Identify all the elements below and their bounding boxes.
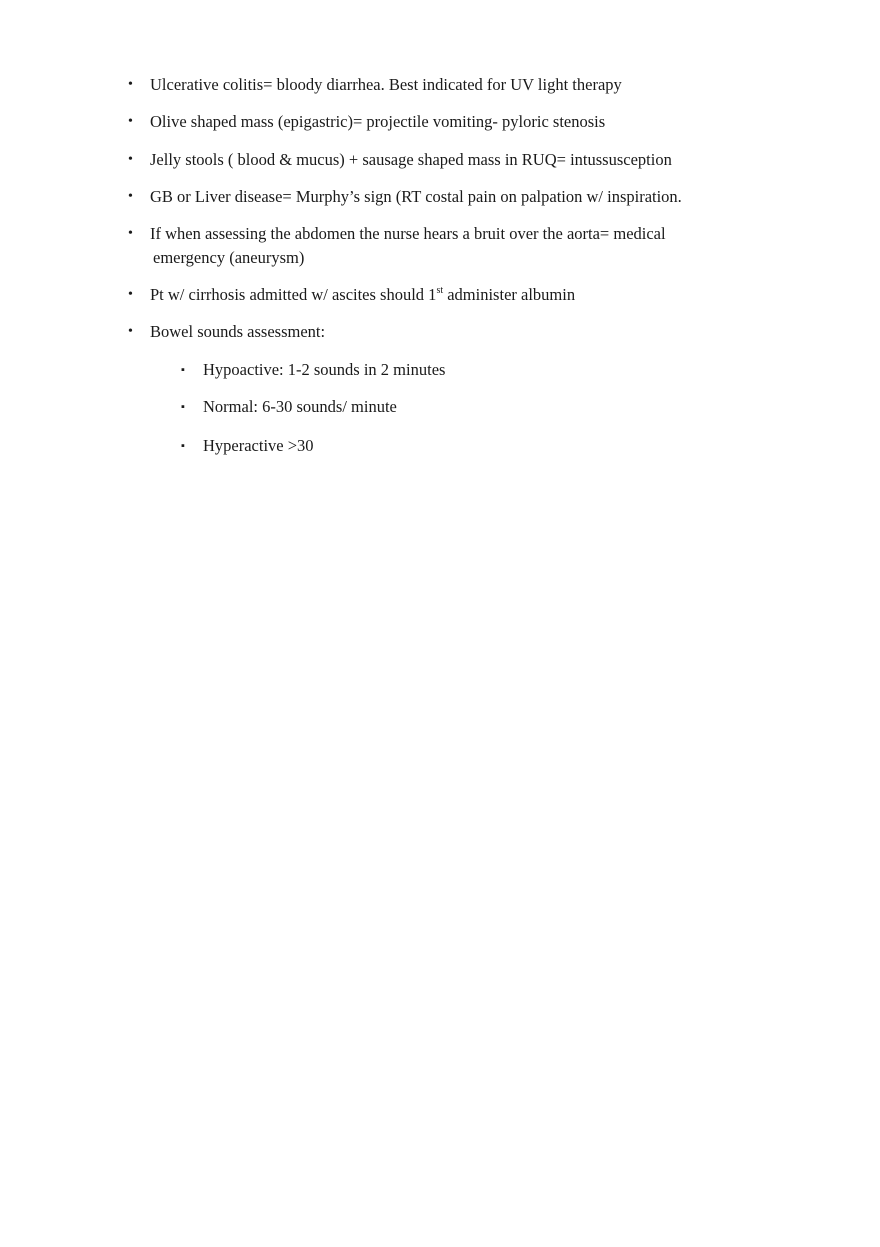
note-text: Jelly stools ( blood & mucus) + sausage shaped mass in RUQ= intussusception — [150, 150, 672, 169]
bullet-icon: • — [128, 114, 133, 129]
sub-note-text: Hypoactive: 1-2 sounds in 2 minutes — [203, 360, 446, 379]
note-text-after: administer albumin — [443, 285, 576, 304]
note-text-before: Pt w/ cirrhosis admitted w/ ascites should 1 — [150, 285, 437, 304]
note-text-superscript: st — [436, 284, 444, 296]
square-bullet-icon: ▪ — [181, 364, 185, 376]
sub-note-text: Normal: 6-30 sounds/ minute — [203, 397, 397, 416]
bullet-icon: • — [128, 77, 133, 92]
note-aortic-bruit — [128, 222, 666, 270]
note-cirrhosis-albumin — [128, 283, 576, 307]
sub-note-normal — [181, 395, 397, 419]
note-text: Olive shaped mass (epigastric)= projectile vomiting- pyloric stenosis — [150, 112, 606, 131]
note-text-line1: If when assessing the abdomen the nurse hears a bruit over the aorta= medical — [150, 224, 666, 243]
square-bullet-icon: ▪ — [181, 401, 185, 413]
note-text-line2: emergency (aneurysm) — [153, 248, 305, 267]
bullet-icon: • — [128, 189, 133, 204]
note-murphys-sign — [128, 185, 682, 209]
bullet-icon: • — [128, 287, 133, 302]
note-bowel-sounds — [128, 320, 326, 344]
note-text: Ulcerative colitis= bloody diarrhea. Best indicated for UV light therapy — [150, 75, 622, 94]
note-text — [150, 285, 575, 304]
sub-note-hypoactive — [181, 358, 446, 382]
sub-note-hyperactive — [181, 434, 314, 458]
sub-note-text: Hyperactive >30 — [203, 436, 314, 455]
note-intussusception — [128, 148, 672, 172]
bullet-icon: • — [128, 152, 133, 167]
note-text: GB or Liver disease= Murphy’s sign (RT costal pain on palpation w/ inspiration. — [150, 187, 682, 206]
note-text: Bowel sounds assessment: — [150, 322, 326, 341]
bullet-icon: • — [128, 324, 133, 339]
bullet-icon: • — [128, 226, 133, 241]
note-pyloric-stenosis — [128, 110, 606, 134]
square-bullet-icon: ▪ — [181, 440, 185, 452]
note-ulcerative-colitis — [128, 73, 622, 97]
